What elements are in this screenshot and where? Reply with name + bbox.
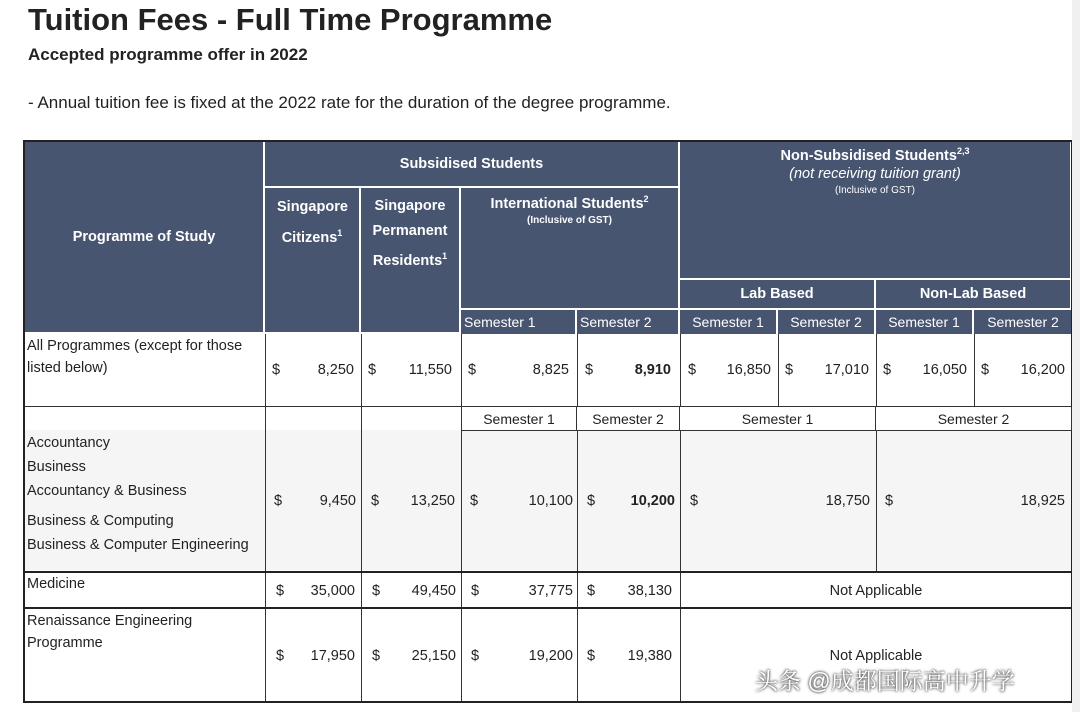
medicine-sc-fee: 35,000	[310, 583, 355, 599]
all-intl-s2-fee: 8,910	[634, 362, 671, 378]
tuition-fee-table: Programme of Study Subsidised Students Singapore Citizens$^1$ Singapore Permanent Residents$^1$ International Students$^2$ (Inclusive of GST) Non-Subsidised Students$^{2,3}$ (not receiving tuition grant) (Inclusive of GST) Lab Based Non-Lab Based Semester 1 Semester 2 Semester 1 Semester 2 Semester 1 Semester 2 All Programmes (except for those listed below) $ 8,250 $ 11,550 $ 8,825 $ 8,910 $ 16,850 $ 17,010 $ 16,050 $ 16,200 Semester 1 Semester 2 Semester 1 Semester 2 Accountancy Business Accountancy & Business Business & Computing Business & Computer Engineering $ 9,450 $ 13,250 $ 10,100 $ 10,200 $ 18,750 $ 18,925 Medicine $ 35,000 $ 49,450 $ 37,775 $ 38,130 Not Applicable Renaissance Engineering Programme $ 17,950 $ 25,150 $ 19,200 $ 19,380 Not Applicable	[0, 0, 1080, 712]
header-lab-semester-1: Semester 1	[680, 310, 778, 334]
header-lab-semester-2: Semester 2	[778, 310, 876, 334]
rep-intl-s2-fee: 19,380	[627, 648, 672, 664]
business-intl-s1-fee: 10,100	[528, 493, 573, 509]
all-sc-fee: 8,250	[317, 362, 354, 378]
header-nonlab-semester-1: Semester 1	[876, 310, 974, 334]
rep-intl-s1-fee: 19,200	[528, 648, 573, 664]
header-intl-semester-1: Semester 1	[461, 310, 577, 334]
header-intl-semester-2: Semester 2	[577, 310, 680, 334]
business-nonsub-semester-2: Semester 2	[876, 407, 1072, 431]
header-non-lab-based: Non-Lab Based	[876, 280, 1072, 310]
fee-note: - Annual tuition fee is fixed at the 2022 rate for the duration of the degree programme.	[28, 93, 671, 112]
all-intl-s1-fee: 8,825	[532, 362, 569, 378]
header-lab-based: Lab Based	[680, 280, 876, 310]
row-all-programmes-name: All Programmes (except for those listed below)	[27, 338, 243, 376]
header-programme: Programme of Study	[25, 142, 265, 334]
all-spr-fee: 11,550	[408, 362, 452, 378]
header-nonlab-semester-2: Semester 2	[974, 310, 1072, 334]
all-nonlab-s1-fee: 16,050	[922, 362, 967, 378]
medicine-intl-s1-fee: 37,775	[528, 583, 573, 599]
rep-sc-fee: 17,950	[310, 648, 355, 664]
business-nonsub-s1-fee: 18,750	[825, 493, 870, 509]
medicine-intl-s2-fee: 38,130	[627, 583, 672, 599]
business-spr-fee: 13,250	[410, 493, 455, 509]
row-medicine-name: Medicine	[27, 576, 86, 592]
header-international: International Students$^2$ (Inclusive of GST)	[461, 188, 680, 310]
all-nonlab-s2-fee: 16,200	[1020, 362, 1065, 378]
rep-spr-fee: 25,150	[411, 648, 456, 664]
business-intl-semester-2: Semester 2	[577, 407, 680, 431]
row-business-names: Accountancy Business Accountancy & Business Business & Computing Business & Computer Engineering	[27, 435, 249, 553]
business-nonsub-s2-fee: 18,925	[1020, 493, 1065, 509]
header-singapore-pr: Singapore Permanent Residents$^1$	[361, 188, 461, 334]
all-lab-s1-fee: 16,850	[726, 362, 771, 378]
header-subsidised: Subsidised Students	[265, 142, 680, 188]
page-subtitle: Accepted programme offer in 2022	[28, 45, 308, 64]
medicine-spr-fee: 49,450	[411, 583, 456, 599]
source-watermark: 头条 @成都国际高中升学	[755, 668, 1015, 694]
header-non-subsidised: Non-Subsidised Students$^{2,3}$ (not receiving tuition grant) (Inclusive of GST)	[680, 142, 1072, 280]
medicine-nonsub-na: Not Applicable	[829, 583, 923, 599]
business-intl-s2-fee: 10,200	[630, 493, 675, 509]
business-intl-semester-1: Semester 1	[461, 407, 577, 431]
row-rep-name: Renaissance Engineering Programme	[27, 613, 193, 651]
header-singapore-citizens: Singapore Citizens$^1$	[265, 188, 361, 334]
business-nonsub-semester-1: Semester 1	[680, 407, 876, 431]
page-title: Tuition Fees - Full Time Programme	[28, 2, 553, 37]
business-sc-fee: 9,450	[319, 493, 356, 509]
all-lab-s2-fee: 17,010	[824, 362, 869, 378]
rep-nonsub-na: Not Applicable	[829, 648, 923, 664]
